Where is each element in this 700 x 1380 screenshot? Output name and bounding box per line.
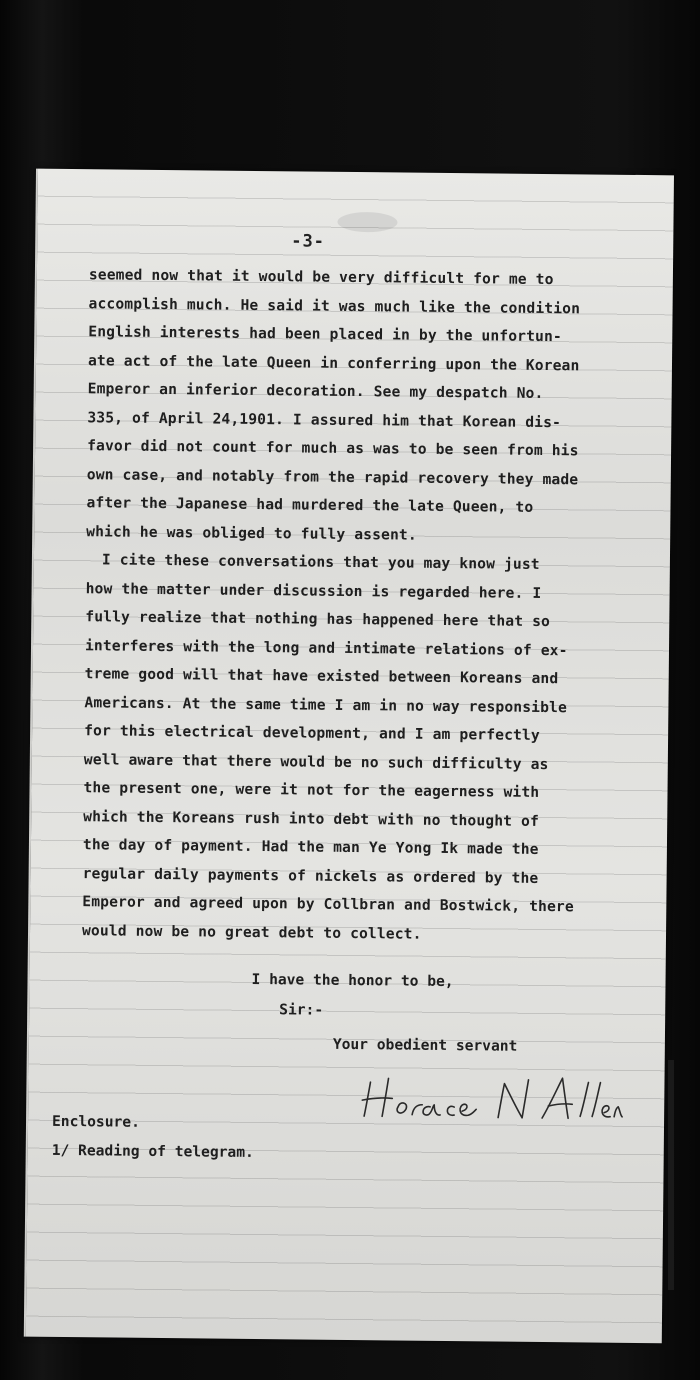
- text-line: treme good will that have existed between Koreans and: [84, 665, 559, 688]
- text-line: I cite these conversations that you may know just: [101, 551, 540, 573]
- letter-body: [82, 261, 649, 951]
- text-line: well aware that there would be no such difficulty as: [83, 750, 549, 773]
- text-line: how the matter under discussion is regarded here. I: [85, 579, 542, 602]
- enclosure-block: [52, 1107, 255, 1167]
- smudge-mark: [337, 212, 397, 233]
- text-line: the present one, were it not for the eagerness with: [83, 779, 540, 801]
- text-line: would now be no great debt to collect.: [81, 921, 422, 943]
- text-line: for this electrical development, and I am perfectly: [84, 722, 540, 744]
- text-line: 335, of April 24,1901. I assured him that Korean dis-: [87, 408, 562, 431]
- text-line: ate act of the late Queen in conferring upon the Korean: [87, 351, 580, 374]
- enclosure-item: 1/ Reading of telegram.: [51, 1141, 254, 1161]
- page-number: -3-: [291, 231, 326, 252]
- closing-honor-line: I have the honor to be,: [251, 970, 454, 991]
- text-line: regular daily payments of nickels as ordered by the: [82, 864, 539, 887]
- enclosure-heading: Enclosure.: [51, 1112, 141, 1131]
- text-line: accomplish much. He said it was much like the condition: [88, 294, 581, 317]
- text-line: after the Japanese had murdered the late Queen, to: [86, 494, 534, 516]
- text-line: Americans. At the same time I am in no way responsible: [84, 693, 568, 716]
- closing-salutation: Sir:-: [279, 1001, 324, 1019]
- closing-servant-line: Your obedient servant: [332, 1035, 518, 1055]
- text-line: interferes with the long and intimate relations of ex-: [84, 636, 568, 659]
- film-edge-shadow: [668, 1060, 674, 1290]
- text-line: Emperor an inferior decoration. See my despatch No.: [87, 380, 544, 402]
- text-line: fully realize that nothing has happened here that so: [85, 608, 551, 631]
- text-line: the day of payment. Had the man Ye Yong Ik made the: [82, 836, 539, 858]
- text-line: which he was obliged to fully assent.: [86, 522, 417, 544]
- document-page: [24, 169, 674, 1344]
- text-line: which the Koreans rush into debt with no thought of: [83, 807, 540, 830]
- text-line: English interests had been placed in by the unfortun-: [88, 323, 563, 346]
- text-line: own case, and notably from the rapid recovery they made: [86, 465, 579, 488]
- text-line: Emperor and agreed upon by Collbran and Bostwick, there: [82, 893, 574, 916]
- text-line: favor did not count for much as was to be seen from his: [87, 437, 579, 460]
- text-line: seemed now that it would be very difficult for me to: [88, 266, 554, 289]
- handwritten-signature: [358, 1060, 629, 1133]
